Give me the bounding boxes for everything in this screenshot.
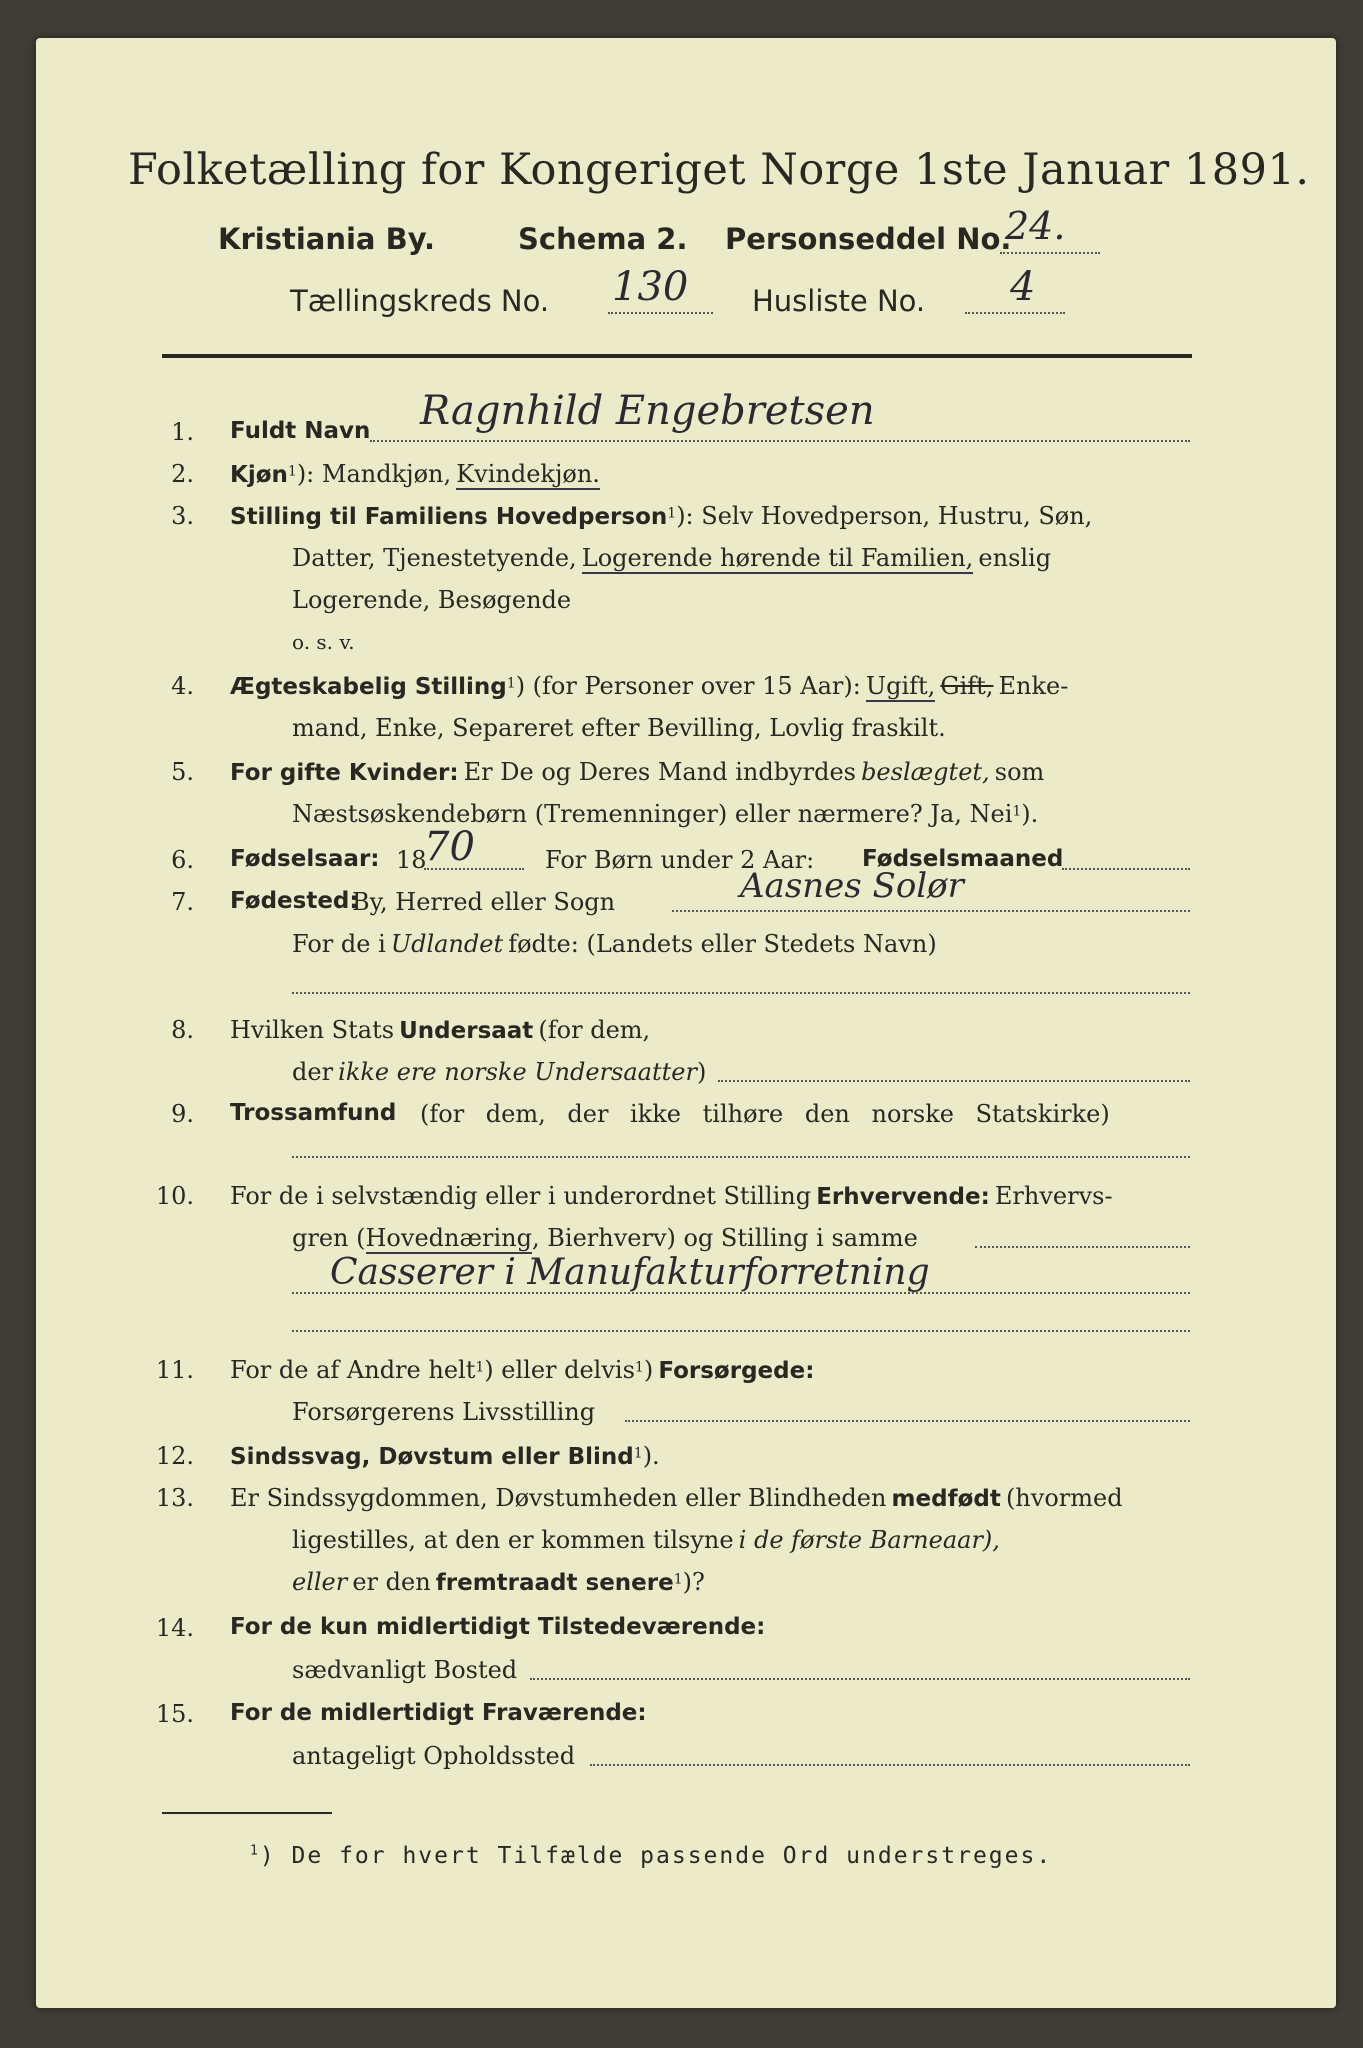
temporary-present-label: For de kun midlertidigt Tilstedeværende:: [230, 1614, 766, 1640]
birthplace-text: By, Herred eller Sogn: [352, 888, 616, 916]
marital-line-1: [230, 672, 1068, 700]
married-women-text: Er De og Deres Mand indbyrdes: [463, 758, 856, 786]
field-number: 15.: [155, 1700, 194, 1728]
occupation-text-end: Erhvervs-: [994, 1182, 1113, 1210]
kreds-dots: [608, 312, 713, 314]
header-rule: [162, 354, 1192, 358]
support-line-1: [230, 1356, 814, 1384]
birth-year-dots: [424, 868, 524, 870]
field-number: 14.: [155, 1614, 194, 1642]
temporary-absent-label: For de midlertidigt Fraværende:: [230, 1700, 647, 1726]
occupation-value: Casserer i Manufakturforretning: [330, 1252, 930, 1293]
marital-sup: 1: [506, 675, 516, 692]
support-text: For de af Andre helt: [230, 1356, 476, 1384]
married-women-question: Næstsøskendebørn (Tremenninger) eller nærmere? Ja, Nei: [292, 800, 1013, 828]
birth-year-label: Fødselsaar:: [230, 846, 380, 872]
congenital-text-2: ligestilles, at den er kommen tilsyne: [292, 1526, 734, 1554]
married-women-line-1: [230, 758, 1044, 786]
marital-label: Ægteskabelig Stilling: [230, 674, 507, 700]
full-name-label: Fuldt Navn: [230, 418, 371, 444]
field-number: 9.: [171, 1100, 194, 1128]
marital-text: ) (for Personer over 15 Aar):: [515, 672, 861, 700]
citizenship-italic: ikke ere norske Undersaatter: [338, 1058, 697, 1086]
usual-residence-label: sædvanligt Bosted: [292, 1656, 518, 1684]
citizenship-text-2: der: [292, 1058, 334, 1086]
occupation-line-1: [230, 1182, 1113, 1210]
form-title: Folketælling for Kongeriget Norge 1ste Januar 1891.: [128, 145, 1310, 195]
abroad-italic: Udlandet: [390, 930, 504, 958]
footnote-sup: 1: [250, 1843, 260, 1859]
occupation-text-3: , Bierhverv) og Stilling i samme: [532, 1224, 918, 1252]
birth-year-value: 70: [424, 824, 475, 870]
personseddel-dots: [1000, 252, 1100, 254]
position-sup: 1: [667, 505, 677, 522]
field-number: 5.: [171, 758, 194, 786]
birth-month-text: For Børn under 2 Aar:: [545, 846, 815, 874]
citizenship-text: Hvilken Stats: [230, 1016, 395, 1044]
citizenship-line-1: [230, 1016, 650, 1044]
married-women-line-2: [292, 800, 1038, 828]
support-text-2: ) eller delvis: [484, 1356, 635, 1384]
citizenship-text-end: (for dem,: [538, 1016, 651, 1044]
schema-label: Schema 2.: [518, 222, 688, 256]
religion-dots: [292, 1156, 1190, 1158]
sex-label: Kjøn: [230, 462, 288, 488]
birthplace-label: Fødested:: [230, 888, 359, 914]
sex-selected: Kvindekjøn.: [456, 460, 600, 488]
footnote: [250, 1843, 1052, 1869]
footnote-rule: [162, 1812, 332, 1814]
full-name-dots: [370, 440, 1190, 442]
husliste-dots: [965, 312, 1065, 314]
married-women-end: ).: [1021, 800, 1039, 828]
position-selected: Logerende hørende til Familien,: [581, 544, 974, 572]
abroad-dots: [292, 992, 1190, 994]
birthplace-line-2: [292, 930, 937, 958]
usual-residence-dots: [530, 1678, 1190, 1680]
probable-residence-label: antageligt Opholdssted: [292, 1742, 576, 1770]
kreds-label: Tællingskreds No.: [290, 284, 550, 318]
citizenship-dots: [718, 1080, 1190, 1082]
abroad-text-end: fødte: (Landets eller Stedets Navn): [508, 930, 937, 958]
birth-year-prefix: 18: [396, 846, 427, 874]
full-name-value: Ragnhild Engebretsen: [420, 388, 875, 434]
congenital-label-2: fremtraadt senere: [435, 1570, 674, 1596]
personseddel-label: Personseddel No.: [725, 222, 1012, 256]
occupation-text-2: gren (: [292, 1224, 366, 1252]
sex-options: ): Mandkjøn,: [296, 460, 452, 488]
congenital-sup: 1: [673, 1571, 683, 1588]
congenital-text: Er Sindssygdommen, Døvstumheden eller Blindheden: [230, 1484, 887, 1512]
disability-sup: 1: [633, 1445, 643, 1462]
field-number: 12.: [155, 1442, 194, 1470]
field-number: 1.: [171, 418, 194, 446]
field-number: 8.: [171, 1016, 194, 1044]
congenital-label: medfødt: [891, 1486, 1001, 1512]
occupation-label: Erhvervende:: [816, 1184, 990, 1210]
kreds-number: 130: [612, 264, 689, 310]
probable-residence-dots: [590, 1764, 1190, 1766]
religion-label: Trossamfund: [230, 1100, 397, 1126]
position-options-2: Datter, Tjenestetyende,: [292, 544, 577, 572]
support-sup-2: 1: [634, 1359, 644, 1376]
field-number: 11.: [155, 1356, 194, 1384]
position-line-3: Logerende, Besøgende: [292, 586, 572, 614]
citizenship-paren: ): [696, 1058, 707, 1086]
marital-text-end: Enke-: [998, 672, 1069, 700]
occupation-line-2: [292, 1224, 918, 1252]
abroad-text: For de i: [292, 930, 386, 958]
position-label: Stilling til Familiens Hovedperson: [230, 504, 668, 530]
married-women-label: For gifte Kvinder:: [230, 760, 459, 786]
marital-selected: Ugift,: [865, 672, 936, 700]
supporter-occupation-label: Forsørgerens Livsstilling: [292, 1398, 596, 1426]
city-label: Kristiania By.: [218, 222, 435, 256]
occupation-dots-2: [292, 1292, 1190, 1294]
field-number: 7.: [171, 888, 194, 916]
congenital-line-2: [292, 1526, 1000, 1554]
occupation-dots-3: [292, 1330, 1190, 1332]
position-options-1: ): Selv Hovedperson, Hustru, Søn,: [676, 502, 1093, 530]
congenital-italic: i de første Barneaar),: [738, 1526, 1000, 1554]
field-number: 4.: [171, 672, 194, 700]
congenital-text-end: (hvormed: [1005, 1484, 1123, 1512]
field-number: 6.: [171, 846, 194, 874]
congenital-line-1: [230, 1484, 1123, 1512]
congenital-end: )?: [682, 1568, 705, 1596]
supporter-dots: [625, 1420, 1190, 1422]
citizenship-line-2: [292, 1058, 706, 1086]
congenital-text-3: er den: [352, 1568, 431, 1596]
marital-line-2: mand, Enke, Separeret efter Bevilling, Lovlig fraskilt.: [292, 714, 946, 742]
husliste-label: Husliste No.: [752, 284, 926, 318]
field-number: 10.: [155, 1182, 194, 1210]
position-line-2: [292, 544, 1051, 572]
citizenship-label: Undersaat: [399, 1018, 534, 1044]
religion-text: (for dem, der ikke tilhøre den norske Statskirke): [420, 1100, 1110, 1128]
support-paren: ): [643, 1356, 654, 1384]
support-label: Forsørgede:: [658, 1358, 815, 1384]
sex-sup: 1: [287, 463, 297, 480]
disability-line: [230, 1442, 660, 1470]
position-options-3: enslig: [978, 544, 1052, 572]
sex-line: [230, 460, 600, 488]
congenital-italic-2: eller: [292, 1568, 348, 1596]
field-number: 3.: [171, 502, 194, 530]
married-women-sup: 1: [1012, 803, 1022, 820]
occupation-dots-1: [975, 1246, 1190, 1248]
occupation-selected: Hovednæring: [365, 1224, 532, 1252]
birth-month-label: Fødselsmaaned: [862, 846, 1064, 872]
birthplace-value: Aasnes Solør: [740, 866, 964, 906]
field-number: 13.: [155, 1484, 194, 1512]
support-sup-1: 1: [475, 1359, 485, 1376]
disability-label: Sindssvag, Døvstum eller Blind: [230, 1444, 634, 1470]
married-women-italic: beslægtet,: [861, 758, 990, 786]
position-line-1: [230, 502, 1092, 530]
congenital-line-3: [292, 1568, 705, 1596]
birthplace-dots: [672, 910, 1190, 912]
married-women-text-end: som: [994, 758, 1045, 786]
footnote-text: ) De for hvert Tilfælde passende Ord understreges.: [259, 1843, 1053, 1869]
field-number: 2.: [171, 460, 194, 488]
position-line-4: o. s. v.: [292, 630, 355, 654]
marital-struck: Gift,: [940, 672, 994, 700]
personseddel-number: 24.: [1005, 204, 1066, 248]
birth-month-dots: [1062, 868, 1190, 870]
husliste-number: 4: [1010, 264, 1036, 310]
occupation-text: For de i selvstændig eller i underordnet Stilling: [230, 1182, 812, 1210]
disability-end: ).: [642, 1442, 660, 1470]
